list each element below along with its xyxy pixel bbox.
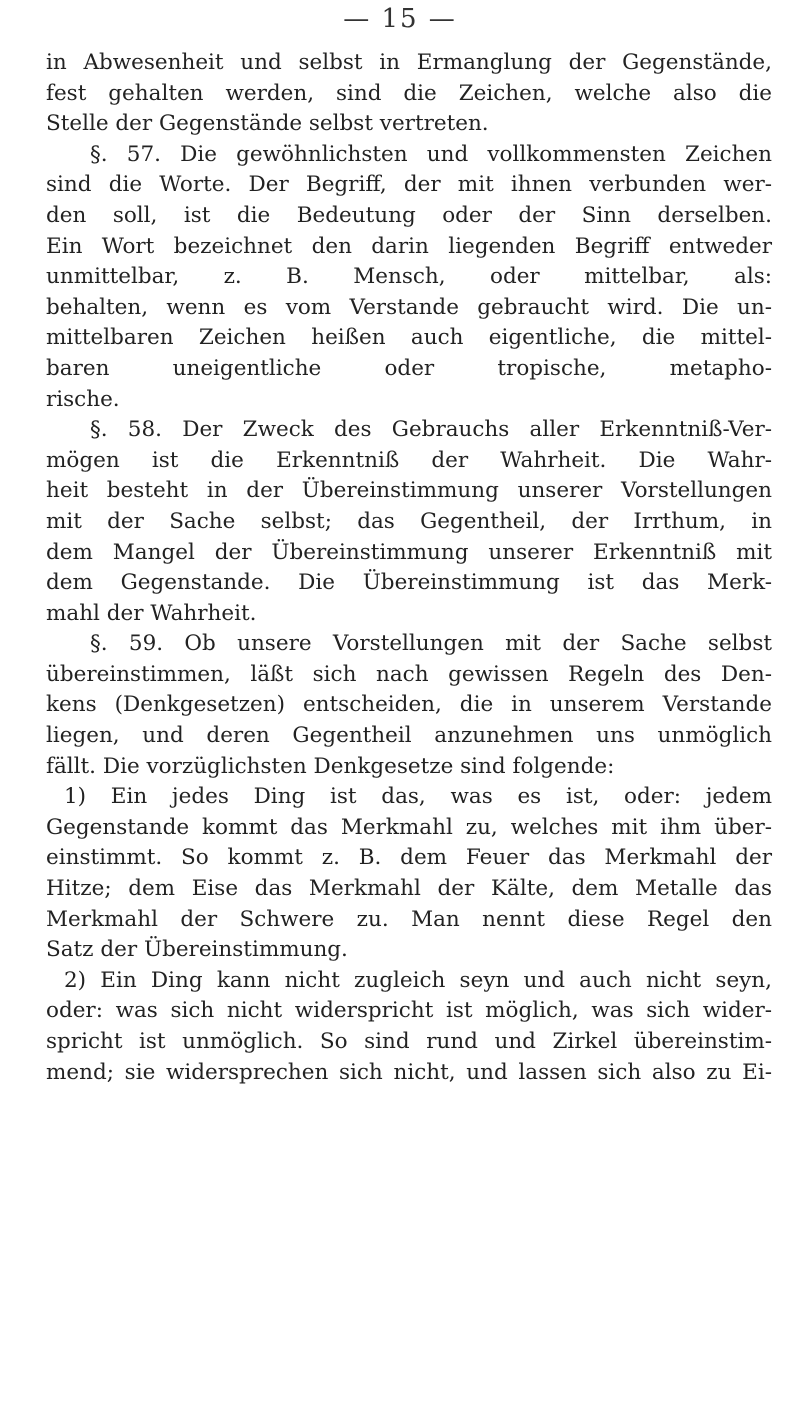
text-line: oder: was sich nicht widerspricht ist möglich, was sich wider- — [46, 998, 772, 1024]
paragraph-57-start: §. 57. Die gewöhnlichsten und vollkommensten Zeichen — [90, 141, 772, 167]
text-line: mögen ist die Erkenntniß der Wahrheit. Die Wahr- — [46, 447, 772, 473]
rule-1-start: 1) Ein jedes Ding ist das, was es ist, oder: jedem — [64, 784, 772, 810]
rule-2-start: 2) Ein Ding kann nicht zugleich seyn und auch nicht seyn, — [64, 967, 772, 993]
text-line: mend; sie widersprechen sich nicht, und lassen sich also zu Ei- — [46, 1059, 772, 1085]
text-line: mahl der Wahrheit. — [46, 600, 257, 626]
text-line: behalten, wenn es vom Verstande gebraucht wird. Die un- — [46, 294, 772, 320]
text-line: dem Mangel der Übereinstimmung unserer Erkenntniß mit — [46, 539, 772, 565]
text-line: liegen, und deren Gegentheil anzunehmen uns unmöglich — [46, 723, 772, 749]
text-line: rische. — [46, 386, 120, 412]
text-line: Stelle der Gegenstände selbst vertreten. — [46, 111, 489, 137]
text-line: einstimmt. So kommt z. B. dem Feuer das Merkmahl der — [46, 845, 772, 871]
text-line: Merkmahl der Schwere zu. Man nennt diese Regel den — [46, 906, 772, 932]
paragraph-58-start: §. 58. Der Zweck des Gebrauchs aller Erkenntniß-Ver- — [90, 417, 772, 443]
text-line: mit der Sache selbst; das Gegentheil, der Irrthum, in — [46, 508, 772, 534]
text-line: übereinstimmen, läßt sich nach gewissen Regeln des Den- — [46, 661, 772, 687]
text-line: Gegenstande kommt das Merkmahl zu, welches mit ihm über- — [46, 814, 772, 840]
text-line: dem Gegenstande. Die Übereinstimmung ist das Merk- — [46, 570, 772, 596]
text-line: kens (Denkgesetzen) entscheiden, die in unserem Verstande — [46, 692, 772, 718]
text-line: den soll, ist die Bedeutung oder der Sinn derselben. — [46, 202, 772, 228]
text-line: spricht ist unmöglich. So sind rund und Zirkel übereinstim- — [46, 1029, 772, 1054]
page-number: — 15 — — [343, 4, 457, 34]
text-line: sind die Worte. Der Begriff, der mit ihnen verbunden wer- — [46, 172, 772, 198]
text-line: Satz der Übereinstimmung. — [46, 937, 348, 963]
text-line: heit besteht in der Übereinstimmung unserer Vorstellungen — [46, 478, 772, 504]
paragraph-59-start: §. 59. Ob unsere Vorstellungen mit der Sache selbst — [90, 631, 772, 657]
page-body — [46, 48, 772, 1088]
text-line: unmittelbar, z. B. Mensch, oder mittelbar, als: — [46, 264, 772, 290]
text-line: mittelbaren Zeichen heißen auch eigentliche, die mittel- — [46, 325, 772, 351]
text-line: fest gehalten werden, sind die Zeichen, welche also die — [46, 80, 772, 106]
text-line: Ein Wort bezeichnet den darin liegenden Begriff entweder — [46, 233, 772, 259]
text-line: Hitze; dem Eise das Merkmahl der Kälte, dem Metalle das — [46, 876, 772, 902]
text-line: baren uneigentliche oder tropische, metapho- — [46, 355, 772, 381]
text-line: fällt. Die vorzüglichsten Denkgesetze sind folgende: — [46, 753, 615, 779]
text-line: in Abwesenheit und selbst in Ermanglung der Gegenstände, — [46, 50, 772, 75]
